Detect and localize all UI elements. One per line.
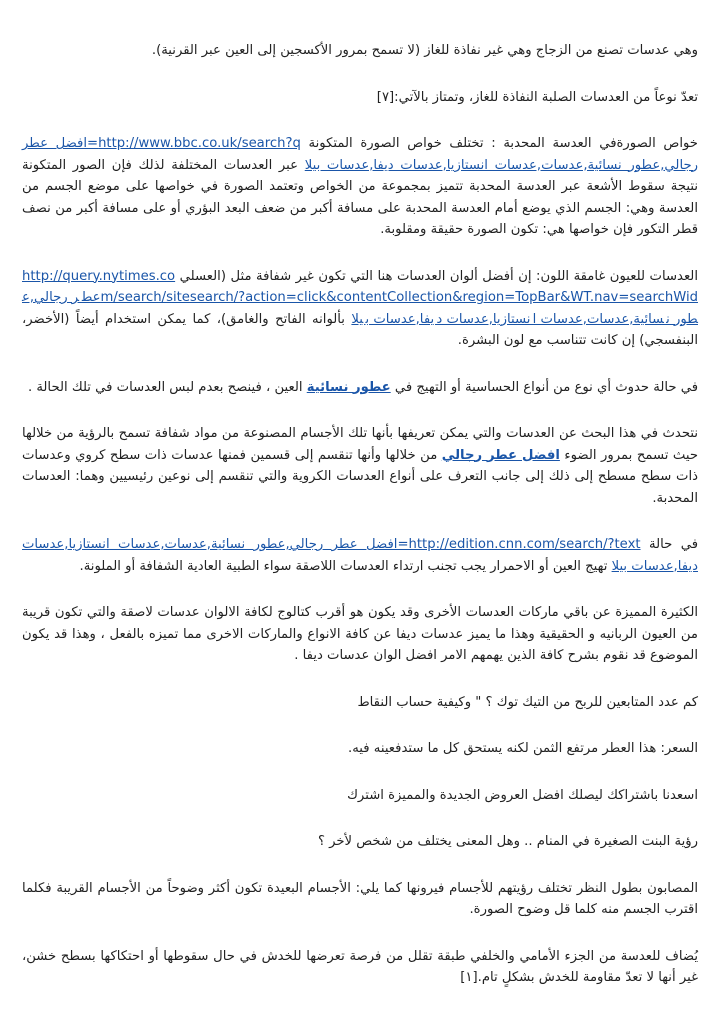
paragraph-13 <box>22 878 698 921</box>
paragraph-11 <box>22 785 698 807</box>
paragraph-10-text: السعر: هذا العطر مرتفع الثمن لكنه يستحق كل ما ستدفعينه فيه. <box>348 741 698 756</box>
paragraph-10 <box>22 738 698 760</box>
paragraph-8-text: الكثيرة المميزة عن باقي ماركات العدسات الأخرى وقد يكون هو أقرب كتالوج لكافة الالوان عدسات لاصقة والتي تكون قريبة من العيون الربانيه و الحقيقية وهذا ما يميز عدسات ديفا عن كافة الانواع والماركات الاخرى مما تميزه بالفعل ، وهذا قد يكون الموضوع قد نقوم بشرح كافة الذين يهمهم الامر افضل الوان عدسات ديفا . <box>22 605 698 663</box>
paragraph-7-text: تهيج العين أو الاحمرار يجب تجنب ارتداء العدسات اللاصقة سواء الطبية العادية الشفافة أو الملونة. <box>79 558 608 574</box>
perfume-men-link[interactable]: افضل عطر رجالي <box>441 447 560 463</box>
paragraph-4 <box>22 266 698 352</box>
paragraph-2-text: تعدّ نوعاً من العدسات الصلبة النفاذة للغاز، وتمتاز بالآتي:[٧] <box>376 89 698 105</box>
paragraph-6 <box>22 423 698 509</box>
paragraph-8 <box>22 602 698 667</box>
paragraph-3-lead: خواص الصورةفي العدسة المحدبة : تختلف خواص الصورة المتكونة <box>308 136 698 151</box>
paragraph-7-lead: في حالة <box>649 537 698 552</box>
paragraph-12 <box>22 831 698 853</box>
paragraph-4-lead: العدسات للعيون غامقة اللون: إن أفضل ألوان العدسات هنا التي تكون غير شفافة مثل (العسلي <box>179 268 698 284</box>
paragraph-4-text: بألوانه الفاتح والغامق)، كما يمكن استخدام أيضاً (الأخضر، البنفسجي) إن كانت تتناسب مع لون البشرة. <box>22 311 698 348</box>
paragraph-13-text: المصابون بطول النظر تختلف رؤيتهم للأجسام فيرونها كما يلي: الأجسام البعيدة تكون أكثر وضوحاً من الأجسام القريبة فكلما اقترب الجسم منه كلما قل وضوح الصورة. <box>22 880 698 917</box>
search-link-bbc[interactable]: http://www.bbc.co.uk/search?q=افضل عطر رجالي,عطور نسائية,عدسات,عدسات انستازيا,عدسات ديفا,عدسات بيلا <box>22 136 698 173</box>
paragraph-9-text: كم عدد المتابعين للربح من التيك توك ؟ " وكيفية حساب النقاط <box>357 694 698 710</box>
paragraph-5-lead: في حالة حدوث أي نوع من أنواع الحساسية أو التهيج في <box>394 379 698 395</box>
search-link-nytimes[interactable]: http://query.nytimes.com/search/sitesearch/?action=click&contentCollection&region=TopBar&WT.nav=searchWidعطر رجالي,عطور نسائية,عدسات,عدسات انستازيا,عدسات ديفا,عدسات بيلا <box>22 268 698 327</box>
paragraph-5 <box>22 377 698 399</box>
document-body <box>22 40 698 1014</box>
paragraph-6-lead: نتحدث في هذا البحث عن العدسات والتي يمكن تعريفها بأنها تلك الأجسام المصنوعة من مواد شفافة تسمح بالرؤية من خلالها حيث تسمح بمرور الضوء <box>22 426 698 463</box>
paragraph-12-text: رؤية البنت الصغيرة في المنام .. وهل المعنى يختلف من شخص لأخر ؟ <box>317 834 698 849</box>
paragraph-2 <box>22 87 698 109</box>
search-link-cnn[interactable]: http://edition.cnn.com/search/?text=افضل عطر رجالي,عطور نسائية,عدسات,عدسات انستازيا,عدسات ديفا,عدسات بيلا <box>22 537 698 574</box>
paragraph-14-text: يُضاف للعدسة من الجزء الأمامي والخلفي طبقة تقلل من فرصة تعرضها للخدش في حال سقوطها أو احتكاكها بسطح خشن، غير أنها لا تعدّ مقاومة للخدش بشكلٍ تام.[١] <box>22 948 698 985</box>
paragraph-11-text: اسعدنا باشتراكك ليصلك افضل العروض الجديدة والمميزة اشترك <box>347 787 698 803</box>
paragraph-3 <box>22 133 698 241</box>
paragraph-9 <box>22 692 698 714</box>
paragraph-5-text: العين ، فينصح بعدم لبس العدسات في تلك الحالة . <box>27 379 303 395</box>
paragraph-6-text: من خلالها وأنها تنقسم إلى قسمين فمنها عدسات ذات سطح كروي وعدسات ذات سطح مسطح إلى ذلك إلى جانب التعرف على أنواع العدسات الكروية والتي تنقسم إلى نوعين رئيسيين وهما: العدسات المحدبة. <box>22 447 698 506</box>
paragraph-7 <box>22 534 698 577</box>
perfume-women-link[interactable]: عطور نسائية <box>306 379 391 395</box>
paragraph-1 <box>22 40 698 62</box>
paragraph-3-text: عبر العدسات المختلفة لذلك فإن الصور المتكونة نتيجة سقوط الأشعة عبر العدسة المحدبة تتميز بمجموعة من الخواص وتعتمد الصورة في خواصها على موضع الجسم من العدسة وهي: الجسم الذي يوضع أمام العدسة المحدبة على مسافة أكبر من ضعف البعد البؤري أو على مسافة أكبر من نصف قطر التكور فإن خواصها هي: تكون الصورة حقيقة ومقلوبة. <box>22 157 698 237</box>
paragraph-14 <box>22 946 698 989</box>
paragraph-1-text: وهي عدسات تصنع من الزجاج وهي غير نفاذة للغاز (لا تسمح بمرور الأكسجين إلى العين عبر القرنية). <box>151 43 698 58</box>
